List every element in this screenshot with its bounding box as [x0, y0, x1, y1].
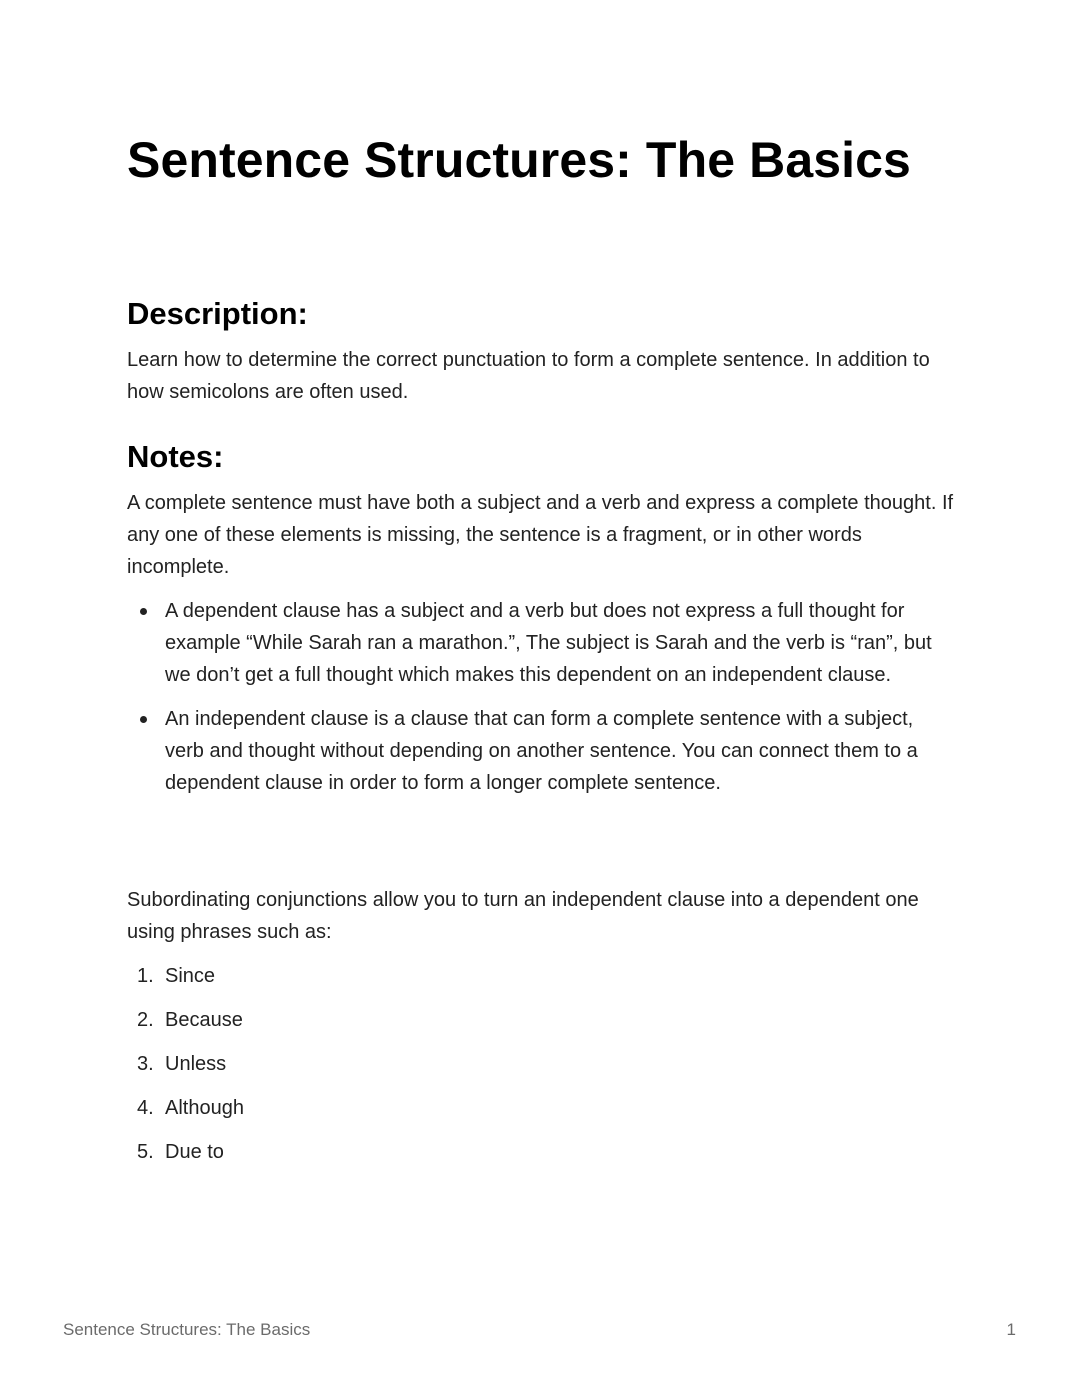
notes-intro: A complete sentence must have both a subject and a verb and express a complete thought. If any one of these elements is missing, the sentence is a fragment, or in other words incomplete.: [127, 492, 954, 578]
bullet-text: A dependent clause has a subject and a verb but does not express a full thought for example “While Sarah ran a marathon.”, The subject is Sarah and the verb is “ran”, but we don’t get a full thought which makes this dependent on an independent clause.: [165, 600, 932, 686]
list-number: 4.: [137, 1097, 154, 1119]
notes-section: [127, 437, 957, 811]
description-text: Learn how to determine the correct punctuation to form a complete sentence. In addition to how semicolons are often used.: [127, 349, 930, 403]
bullet-text: An independent clause is a clause that can form a complete sentence with a subject, verb and thought without depending on another sentence. You can connect them to a dependent clause in order to form a longer complete sentence.: [165, 708, 918, 794]
list-number: 1.: [137, 965, 154, 987]
list-label: Unless: [165, 1053, 227, 1075]
list-item: [127, 1004, 957, 1036]
conjunction-list: [127, 960, 957, 1168]
footer-title: Sentence Structures: The Basics: [63, 1320, 311, 1339]
list-label: Due to: [165, 1141, 224, 1163]
list-number: 5.: [137, 1141, 154, 1163]
list-number: 3.: [137, 1053, 154, 1075]
list-number: 2.: [137, 1009, 154, 1031]
notes-bullet-list: [127, 595, 957, 799]
page-number: 1: [1006, 1320, 1016, 1339]
subordinating-section: [127, 884, 957, 1180]
list-item: [127, 960, 957, 992]
bullet-icon: [140, 608, 147, 615]
bullet-icon: [140, 716, 147, 723]
notes-heading: Notes:: [127, 439, 224, 474]
list-label: Because: [165, 1009, 243, 1031]
description-heading: Description:: [127, 296, 308, 331]
list-item: [127, 703, 957, 799]
list-item: [127, 1136, 957, 1168]
list-label: Although: [165, 1097, 244, 1119]
description-section: [127, 294, 957, 408]
list-item: [127, 595, 957, 691]
list-item: [127, 1048, 957, 1080]
subordinating-text: Subordinating conjunctions allow you to turn an independent clause into a dependent one using phrases such as:: [127, 889, 919, 943]
list-label: Since: [165, 965, 216, 987]
page-title: Sentence Structures: The Basics: [127, 132, 911, 188]
list-item: [127, 1092, 957, 1124]
